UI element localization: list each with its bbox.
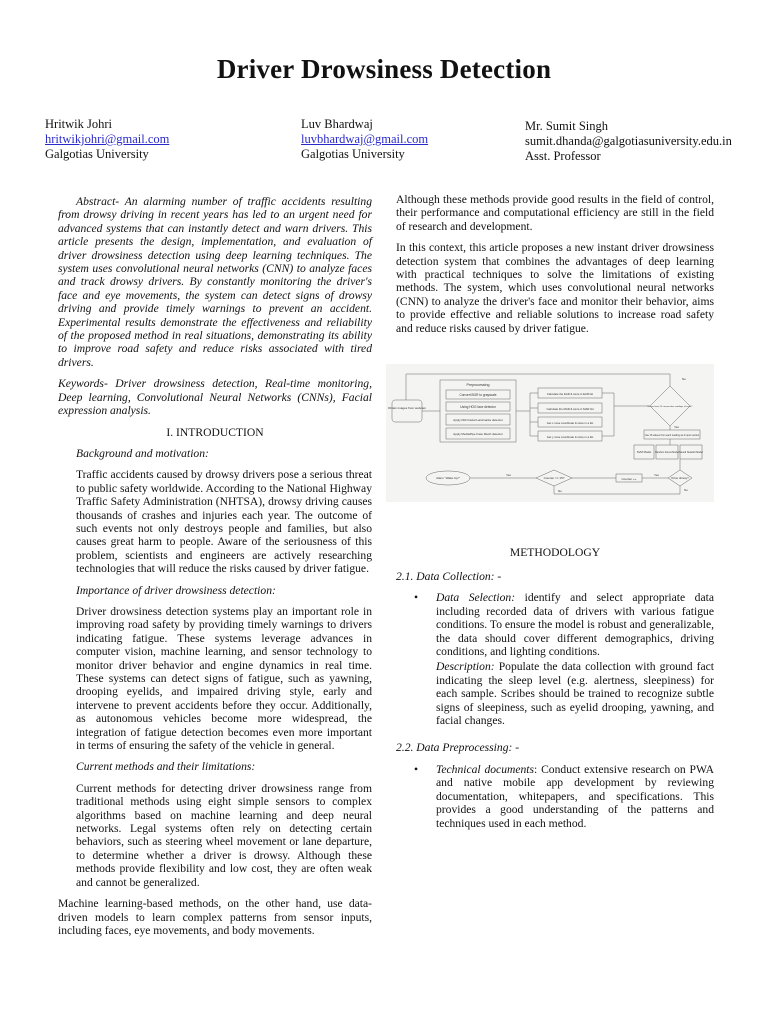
subheading-data-preprocessing: 2.2. Data Preprocessing: -: [396, 741, 520, 755]
bullet-label: Data Selection:: [436, 591, 516, 605]
author-email[interactable]: luvbhardwaj@gmail.com: [301, 132, 429, 146]
text-decision: Do we have 15 consecutive readings of each?: [647, 406, 693, 408]
node-obtain: [392, 400, 422, 422]
methodology-heading: METHODOLOGY: [509, 546, 601, 559]
author-email: sumit.dhanda@galgotiasuniversity.edu.in: [525, 134, 732, 148]
bullet-description: [396, 660, 714, 727]
paragraph-right-2: In this context, this article proposes a new instant driver drowsiness detection system that combines the advantages of deep learning with practical techniques to solve the limitations of existing methods. The system, which uses convolutional neural networks (CNN) to analyze the driver's face and monitor their behavior, aims to provide effective and reliable solutions to increase road safety and reduce risks caused by driver fatigue.: [396, 241, 714, 335]
paragraph-current-methods: Current methods for detecting driver drowsiness range from traditional methods using eight simple sensors to complex algorithms based on machine learning and deep neural networks. Legal systems often rely on detecting certain behaviors, such as steering wheel movement or lane departure, to determine whether a driver is drowsy. Although these methods provide flexibility and low cost, they are often weak and cannot be generalized.: [76, 781, 372, 889]
heading-prefix: I. I: [166, 425, 180, 439]
author-name: Luv Bhardwaj: [301, 117, 373, 131]
text-no-top: No: [682, 377, 686, 381]
author-2: [301, 117, 428, 162]
text-counter-inc: Counter ++: [621, 477, 637, 481]
text-step2: Using HOG face detector: [460, 405, 496, 409]
author-affiliation: Galgotias University: [45, 147, 149, 161]
text-step1: Convert BGR to grayscale: [459, 393, 497, 397]
text-yes-counter: Yes: [506, 473, 511, 477]
text-nn: Neural Network Model: [679, 451, 703, 454]
bullet-text: Populate the data collection with ground fact indicating the sleep level (e.g. alertness, sleepiness) for each sample. Scribes should be trained to recognize subtle signs of sleepiness, such as eyelid drooping, yawning, and facial changes.: [436, 660, 714, 728]
author-name: Hritwik Johri: [45, 117, 113, 131]
paragraph-right-1: Although these methods provide good results in the field of control, their performance and computational efficiency are still in the field of research and development.: [396, 193, 714, 233]
bullet-text: identify and select appropriate data including recorded data of drivers with various fatigue conditions. To ensure the model is robust and generalizable, the data should cover different demographics, driving conditions, and lighting conditions.: [436, 591, 714, 659]
text-alarm: Alarm "Wake Up!": [436, 476, 460, 480]
text-preprocessing: Preprocessing: [466, 383, 490, 387]
text-calc3: Get x nose coordinate & store in a list: [546, 421, 594, 425]
author-name: Mr. Sumit Singh: [525, 119, 609, 133]
author-affiliation: Asst. Professor: [525, 149, 601, 163]
abstract: Abstract- An alarming number of traffic accidents resulting from drowsy driving in recent years has led to an urgent need for advanced systems that can instantly detect and warn drivers. This article presents the design, implementation, and evaluation of driver drowsiness detection using deep learning techniques. The system uses convolutional neural networks (CNN) to analyze faces and track drowsy drivers. By constantly monitoring the driver's face and eye movements, the system can detect signs of drowsy driving and provide timely warnings to prevent an accident. Experimental results demonstrate the effectiveness and reliability of the proposed method in real situations, demonstrating its ability to improve road safety and reduce risks associated with tired drivers.: [58, 195, 372, 369]
author-email[interactable]: hritwikjohri@gmail.com: [45, 132, 170, 146]
author-1: [45, 117, 169, 162]
text-obtain: Obtain images from webcam: [387, 406, 427, 410]
section-heading-introduction: [58, 426, 372, 439]
bullet-dot: •: [414, 591, 419, 605]
text-no-counter: No: [558, 489, 562, 493]
methodology-body: [396, 570, 714, 832]
subheading-data-collection: 2.1. Data Collection: -: [396, 570, 502, 583]
text-step4: Apply MediaPipe Face Mesh detector: [453, 432, 503, 436]
author-3: [525, 119, 732, 164]
subheading-current-methods: Current methods and their limitations:: [76, 760, 256, 774]
bullet-technical-documents: [396, 763, 714, 830]
bullet-label: Technical documents: [436, 762, 535, 776]
subheading-background: Background and motivation:: [76, 446, 209, 460]
text-yes-drowsy: Yes: [654, 473, 659, 477]
text-calc1: Calculate the EAR & store in EAR list: [546, 392, 594, 396]
left-column: [58, 195, 372, 945]
bullet-dot: •: [414, 762, 419, 776]
text-no-drowsy: No: [684, 488, 688, 492]
paragraph-ml-methods: Machine learning-based methods, on the other hand, use data-driven models to learn complex patterns from sensor inputs, including faces, eye movements, and body movements.: [58, 897, 372, 937]
text-svm: SVM Model: [636, 450, 652, 454]
text-use15: Use 15 values from each reading as 4 input vectors: [644, 434, 700, 437]
text-calc4: Get y nose coordinate & store in a list: [546, 435, 594, 439]
flowchart-figure: [386, 364, 714, 502]
author-affiliation: Galgotias University: [301, 147, 405, 161]
text-step3: Apply Dlib Facial Landmarks detector: [453, 418, 503, 422]
bullet-label: Description:: [436, 660, 495, 674]
text-counter-cond: Counter == 15?: [543, 476, 565, 480]
text-drowsy: Driver drowsy?: [671, 477, 689, 480]
heading-rest: NTRODUCTION: [179, 425, 264, 439]
text-rf: Random Forest Model: [655, 451, 679, 454]
keywords: Keywords- Driver drowsiness detection, Real-time monitoring, Deep learning, Convolutional Neural Networks (CNNs), Facial expression analysis.: [58, 377, 372, 418]
text-calc2: Calculate the MAR & store in MAR list: [546, 407, 594, 411]
text-yes-decision: Yes: [674, 425, 679, 429]
bullet-text: : Conduct extensive research on PWA and native mobile app development by reviewing documentation, whitepapers, and specifications. This provides a good understanding of the patterns and techniques used in each method.: [436, 762, 715, 830]
bullet-data-selection: [396, 591, 714, 658]
paper-title: Driver Drowsiness Detection: [216, 54, 552, 84]
subheading-importance: Importance of driver drowsiness detection:: [76, 583, 276, 597]
paragraph-importance: Driver drowsiness detection systems play an important role in improving road safety by providing timely warnings to drivers indicating fatigue. These systems leverage advances in computer vision, machine learning, and sensor technology to monitor driver behavior and engine dynamics in real time. These systems can detect signs of fatigue, such as yawning, drooping eyelids, and impaired driving style, early and intervene to prevent accidents before they occur. Additionally, as autonomous vehicles become more widespread, the integration of fatigue detection becomes even more important in terms of ensuring the safety of the vehicle in general.: [76, 604, 372, 753]
paragraph-background: Traffic accidents caused by drowsy drivers pose a serious threat to public safety worldwide. According to the National Highway Traffic Safety Administration (NHTSA), drowsy driving causes thousands of crashes and injuries each year. The outcome of such events not only destroys people and families, but also causes great harm to people. Aware of the seriousness of this problem, scientists and engineers are actively researching technologies that will reduce the risks caused by driver fatigue.: [76, 468, 372, 576]
right-column: [396, 193, 714, 343]
